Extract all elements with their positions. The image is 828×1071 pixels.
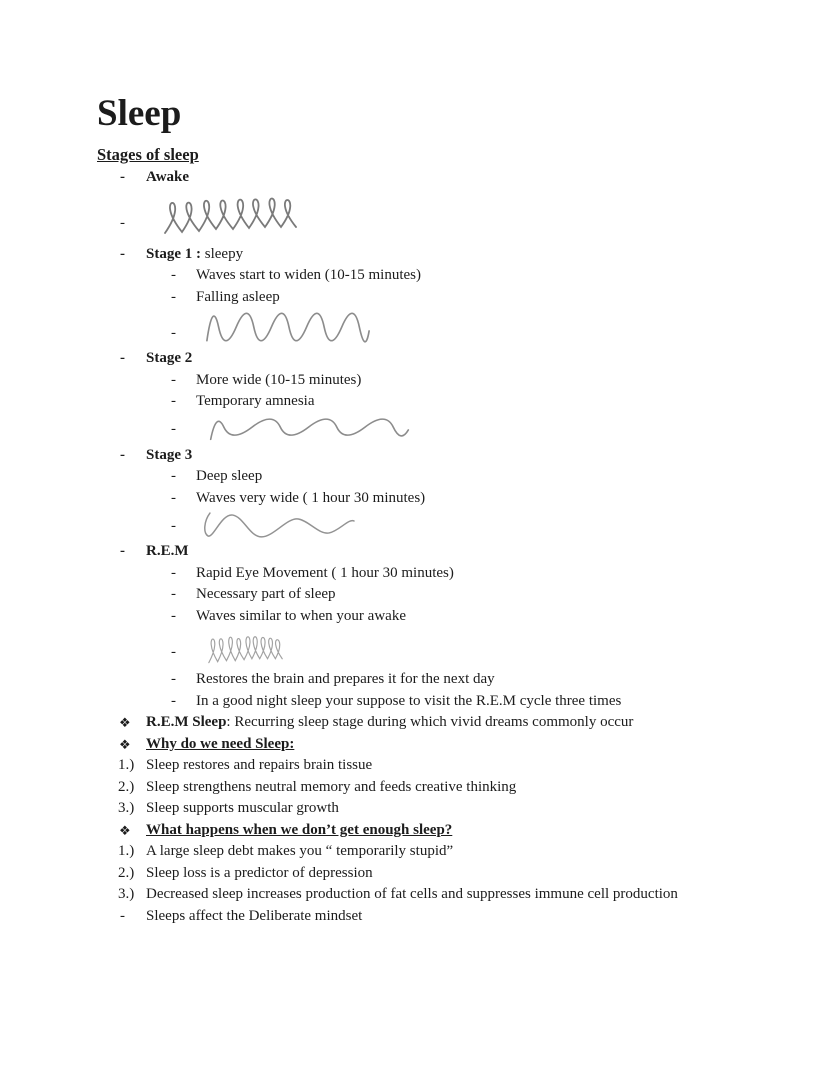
stage1-bold-label: Stage 1 : [146, 245, 201, 262]
list-item [97, 584, 788, 606]
dash-bullet: - [120, 543, 125, 559]
note-text: Rapid Eye Movement ( 1 hour 30 minutes) [196, 564, 454, 581]
stage-label-awake: Awake [146, 169, 190, 185]
note-text: Necessary part of sleep [196, 586, 336, 602]
dash-bullet: - [171, 517, 176, 534]
note-text: In a good night sleep your suppose to visit the R.E.M cycle three times [196, 692, 622, 709]
section-heading: Stages of sleep [97, 145, 199, 164]
list-item-rem-wave [97, 627, 788, 667]
list-item-awake [97, 167, 788, 189]
note-text: Sleeps affect the Deliberate mindset [146, 907, 363, 924]
dash-bullet: - [171, 489, 176, 506]
note-text: Temporary amnesia [196, 393, 315, 409]
why-heading: Why do we need Sleep: [146, 735, 295, 752]
dash-bullet: - [171, 288, 176, 305]
list-item [97, 606, 788, 628]
list-item-stage3-wave [97, 509, 788, 541]
list-item-stage2-wave [97, 413, 788, 445]
dash-bullet: - [171, 586, 176, 602]
list-item-stage1-wave [97, 308, 788, 348]
list-item-consequences-heading [97, 820, 788, 842]
note-text: Sleep loss is a predictor of depression [146, 864, 373, 881]
note-text: Waves start to widen (10-15 minutes) [196, 267, 421, 283]
list-item-stage3 [97, 445, 788, 467]
list-item [97, 370, 788, 392]
stage-label-stage2: Stage 2 [146, 350, 193, 366]
list-item [97, 488, 788, 510]
list-item-footer-note [97, 906, 788, 928]
dash-bullet: - [171, 564, 176, 581]
consequences-heading: What happens when we don’t get enough sleep? [146, 821, 453, 838]
list-item [97, 669, 788, 691]
stage1-brainwave-sketch [202, 308, 374, 348]
definition-text [146, 712, 633, 734]
dash-bullet: - [120, 907, 125, 924]
dash-bullet: - [171, 393, 176, 409]
dash-bullet: - [171, 671, 176, 687]
note-text: Waves similar to when your awake [196, 607, 406, 624]
note-text: Falling asleep [196, 288, 280, 305]
page-title: Sleep [97, 93, 182, 134]
dash-bullet: - [171, 468, 176, 484]
number-label: 1.) [118, 757, 135, 773]
note-text: Sleep supports muscular growth [146, 800, 339, 816]
list-item-stage1 [97, 244, 788, 266]
note-text: Decreased sleep increases production of fat cells and suppresses immune cell production [146, 886, 678, 902]
note-text: Deep sleep [196, 468, 263, 484]
list-item [97, 466, 788, 488]
dash-bullet: - [171, 267, 176, 283]
list-item [97, 563, 788, 585]
list-item-numbered [97, 884, 788, 906]
stage-label-stage1 [146, 244, 243, 266]
note-text: Restores the brain and prepares it for the next day [196, 671, 495, 687]
list-item-rem-definition [97, 712, 788, 734]
dash-bullet: - [120, 215, 125, 231]
dash-bullet: - [171, 371, 176, 388]
definition-rest: : Recurring sleep stage during which vivid dreams commonly occur [226, 714, 634, 730]
dash-bullet: - [120, 446, 125, 463]
stage3-brainwave-sketch [202, 509, 357, 541]
dash-bullet: - [171, 643, 176, 660]
number-label: 1.) [118, 843, 135, 859]
list-item-numbered [97, 755, 788, 777]
list-item-numbered [97, 841, 788, 863]
list-item [97, 287, 788, 309]
list-item-stage2 [97, 348, 788, 370]
note-text: A large sleep debt makes you “ temporarily stupid” [146, 843, 454, 859]
list-item-rem [97, 541, 788, 563]
list-item-why-heading [97, 734, 788, 756]
note-text: Waves very wide ( 1 hour 30 minutes) [196, 489, 426, 506]
note-text: Sleep strengthens neutral memory and feeds creative thinking [146, 778, 517, 795]
number-label: 3.) [118, 800, 135, 816]
list-item-numbered [97, 798, 788, 820]
note-text: More wide (10-15 minutes) [196, 371, 362, 388]
note-text: Sleep restores and repairs brain tissue [146, 757, 373, 773]
dash-bullet: - [171, 692, 176, 709]
list-item-numbered [97, 777, 788, 799]
stage-label-rem: R.E.M [146, 543, 189, 559]
stage2-brainwave-sketch [202, 413, 417, 445]
list-item [97, 391, 788, 413]
dash-bullet: - [171, 607, 176, 624]
list-item [97, 265, 788, 287]
dash-bullet: - [120, 245, 125, 262]
list-item-awake-wave [97, 191, 788, 239]
dash-bullet: - [171, 324, 176, 341]
stage1-label-detail: sleepy [201, 245, 244, 262]
awake-brainwave-sketch [152, 191, 312, 239]
number-label: 2.) [118, 778, 135, 795]
list-item [97, 691, 788, 713]
number-label: 2.) [118, 864, 135, 881]
diamond-bullet: ❖ [119, 822, 131, 838]
list-item-numbered [97, 863, 788, 885]
stage-label-stage3: Stage 3 [146, 446, 193, 463]
diamond-bullet: ❖ [119, 715, 131, 730]
dash-bullet: - [120, 350, 125, 366]
definition-term: R.E.M Sleep [146, 714, 227, 730]
dash-bullet: - [120, 169, 125, 185]
number-label: 3.) [118, 886, 135, 902]
diamond-bullet: ❖ [119, 736, 131, 752]
dash-bullet: - [171, 421, 176, 437]
rem-brainwave-sketch [202, 627, 292, 667]
